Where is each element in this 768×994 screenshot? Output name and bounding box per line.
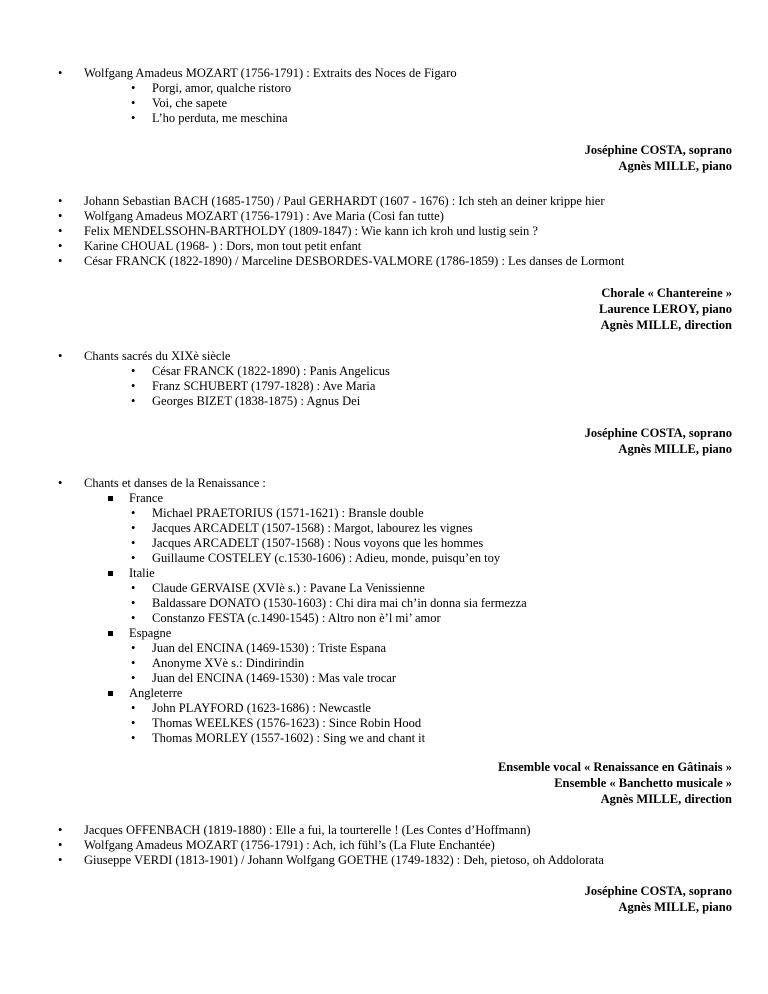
performer-credit: Laurence LEROY, piano: [598, 302, 732, 316]
bullet: •: [131, 671, 136, 685]
sub-item: Baldassare DONATO (1530-1603) : Chi dira mai ch’in donna sia fermezza: [152, 596, 527, 610]
bullet: •: [131, 581, 136, 595]
bullet: •: [58, 853, 63, 867]
performer-credit: Agnès MILLE, direction: [600, 792, 732, 806]
bullet: •: [58, 209, 63, 223]
square-bullet-icon: [108, 631, 113, 636]
bullet: •: [58, 66, 63, 80]
bullet: •: [131, 111, 136, 125]
program-item: Felix MENDELSSOHN-BARTHOLDY (1809-1847) : Wie kann ich kroh und lustig sein ?: [84, 224, 538, 238]
bullet: •: [58, 349, 63, 363]
sub-item: Voi, che sapete: [152, 96, 228, 110]
country-heading: Espagne: [129, 626, 172, 640]
sub-item: L’ho perduta, me meschina: [152, 111, 288, 125]
performer-credit: Joséphine COSTA, soprano: [584, 884, 732, 898]
sub-item: Jacques ARCADELT (1507-1568) : Margot, labourez les vignes: [152, 521, 473, 535]
sub-item: César FRANCK (1822-1890) : Panis Angelicus: [152, 364, 390, 378]
bullet: •: [58, 194, 63, 208]
bullet: •: [131, 551, 136, 565]
bullet: •: [131, 394, 136, 408]
bullet: •: [131, 506, 136, 520]
program-item: Johann Sebastian BACH (1685-1750) / Paul GERHARDT (1607 - 1676) : Ich steh an deiner krippe hier: [84, 194, 605, 208]
performer-credit: Chorale « Chantereine »: [601, 286, 732, 300]
bullet: •: [131, 81, 136, 95]
sub-item: Thomas WEELKES (1576-1623) : Since Robin Hood: [152, 716, 422, 730]
bullet: •: [131, 701, 136, 715]
bullet: •: [58, 838, 63, 852]
bullet: •: [131, 611, 136, 625]
bullet: •: [58, 239, 63, 253]
sub-item: Anonyme XVè s.: Dindirindin: [152, 656, 305, 670]
bullet: •: [58, 254, 63, 268]
bullet: •: [131, 379, 136, 393]
bullet: •: [58, 823, 63, 837]
sub-item: Juan del ENCINA (1469-1530) : Mas vale trocar: [152, 671, 397, 685]
square-bullet-icon: [108, 691, 113, 696]
bullet: •: [131, 656, 136, 670]
program-item: Wolfgang Amadeus MOZART (1756-1791) : Extraits des Noces de Figaro: [84, 66, 457, 80]
performer-credit: Agnès MILLE, piano: [618, 159, 732, 173]
performer-credit: Ensemble vocal « Renaissance en Gâtinais »: [497, 760, 732, 774]
bullet: •: [131, 641, 136, 655]
sub-item: Georges BIZET (1838-1875) : Agnus Dei: [152, 394, 361, 408]
program-item: Giuseppe VERDI (1813-1901) / Johann Wolfgang GOETHE (1749-1832) : Deh, pietoso, oh Addolorata: [84, 853, 604, 867]
bullet: •: [131, 596, 136, 610]
sub-item: Porgi, amor, qualche ristoro: [152, 81, 292, 95]
bullet: •: [58, 476, 63, 490]
performer-credit: Agnès MILLE, direction: [600, 318, 732, 332]
sub-item: Juan del ENCINA (1469-1530) : Triste Espana: [152, 641, 387, 655]
square-bullet-icon: [108, 571, 113, 576]
bullet: •: [58, 224, 63, 238]
sub-item: Franz SCHUBERT (1797-1828) : Ave Maria: [152, 379, 376, 393]
sub-item: Thomas MORLEY (1557-1602) : Sing we and chant it: [152, 731, 426, 745]
sub-item: Claude GERVAISE (XVIè s.) : Pavane La Venissienne: [152, 581, 425, 595]
program-item: Wolfgang Amadeus MOZART (1756-1791) : Ach, ich fühl’s (La Flute Enchantée): [84, 838, 495, 852]
bullet: •: [131, 716, 136, 730]
country-heading: Angleterre: [129, 686, 183, 700]
bullet: •: [131, 536, 136, 550]
country-heading: Italie: [129, 566, 155, 580]
program-item: Wolfgang Amadeus MOZART (1756-1791) : Ave Maria (Cosi fan tutte): [84, 209, 444, 223]
sub-item: Jacques ARCADELT (1507-1568) : Nous voyons que les hommes: [152, 536, 484, 550]
program-item: Chants sacrés du XIXè siècle: [84, 349, 231, 363]
performer-credit: Agnès MILLE, piano: [618, 442, 732, 456]
bullet: •: [131, 521, 136, 535]
bullet: •: [131, 364, 136, 378]
performer-credit: Joséphine COSTA, soprano: [584, 143, 732, 157]
country-heading: France: [129, 491, 164, 505]
program-item: Karine CHOUAL (1968- ) : Dors, mon tout petit enfant: [84, 239, 362, 253]
bullet: •: [131, 96, 136, 110]
sub-item: John PLAYFORD (1623-1686) : Newcastle: [152, 701, 371, 715]
bullet: •: [131, 731, 136, 745]
sub-item: Constanzo FESTA (c.1490-1545) : Altro non è’l mi’ amor: [152, 611, 441, 625]
square-bullet-icon: [108, 496, 113, 501]
performer-credit: Ensemble « Banchetto musicale »: [554, 776, 732, 790]
sub-item: Michael PRAETORIUS (1571-1621) : Bransle double: [152, 506, 424, 520]
performer-credit: Joséphine COSTA, soprano: [584, 426, 732, 440]
sub-item: Guillaume COSTELEY (c.1530-1606) : Adieu, monde, puisqu’en toy: [152, 551, 501, 565]
program-item: César FRANCK (1822-1890) / Marceline DESBORDES-VALMORE (1786-1859) : Les danses de Lormont: [84, 254, 625, 268]
program-item: Jacques OFFENBACH (1819-1880) : Elle a fui, la tourterelle ! (Les Contes d’Hoffmann): [84, 823, 531, 837]
performer-credit: Agnès MILLE, piano: [618, 900, 732, 914]
program-item: Chants et danses de la Renaissance :: [84, 476, 266, 490]
